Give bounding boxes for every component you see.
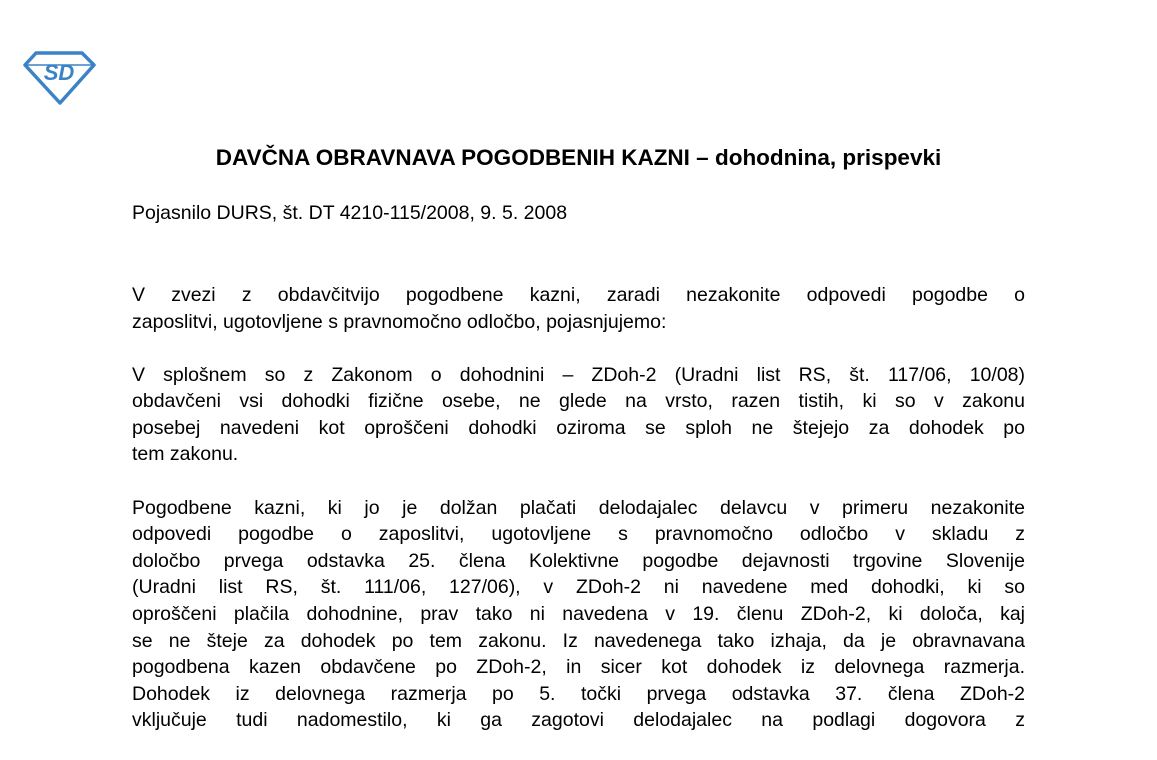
text-line: posebej navedeni kot oproščeni dohodki oziroma se sploh ne štejejo za dohodek po: [132, 416, 1025, 439]
text-line: V zvezi z obdavčitvijo pogodbene kazni, zaradi nezakonite odpovedi pogodbe o: [132, 284, 1025, 306]
text-line: pogodbena kazen obdavčene po ZDoh-2, in sicer kot dohodek iz delovnega razmerja.: [132, 656, 1025, 679]
text-line: Pogodbene kazni, ki jo je dolžan plačati delodajalec delavcu v primeru nezakonite: [132, 496, 1025, 519]
text-line: obdavčeni vsi dohodki fizične osebe, ne glede na vrsto, razen tistih, ki so v zakonu: [132, 390, 1025, 413]
paragraph-general: [132, 362, 1025, 468]
text-line: določbo prvega odstavka 25. člena Kolektivne pogodbe dejavnosti trgovine Slovenije: [132, 549, 1025, 572]
document-title: DAVČNA OBRAVNAVA POGODBENIH KAZNI – dohodnina, prispevki: [215, 145, 942, 170]
text-line: V splošnem so z Zakonom o dohodnini – ZDoh-2 (Uradni list RS, št. 117/06, 10/08): [132, 363, 1025, 386]
text-line: odpovedi pogodbe o zaposlitvi, ugotovljene s pravnomočno odločbo v skladu z: [132, 523, 1025, 546]
document-subtitle: Pojasnilo DURS, št. DT 4210-115/2008, 9. 5. 2008: [132, 202, 568, 224]
paragraph-intro: [132, 282, 1025, 335]
text-line: se ne šteje za dohodek po tem zakonu. Iz navedenega tako izhaja, da je obravnavana: [132, 629, 1025, 652]
text-line: tem zakonu.: [132, 443, 239, 466]
document-body: [132, 282, 1025, 760]
text-line: zaposlitvi, ugotovljene s pravnomočno odločbo, pojasnjujemo:: [132, 310, 667, 333]
paragraph-contract-penalty: [132, 495, 1025, 734]
sd-diamond-logo-icon: [22, 49, 96, 105]
text-line: oproščeni plačila dohodnine, prav tako ni navedena v 19. členu ZDoh-2, ki določa, kaj: [132, 602, 1025, 625]
logo-text: SD: [43, 60, 75, 85]
text-line: (Uradni list RS, št. 111/06, 127/06), v ZDoh-2 ni navedene med dohodki, ki so: [132, 576, 1025, 599]
text-line: vključuje tudi nadomestilo, ki ga zagotovi delodajalec na podlagi dogovora z: [132, 709, 1025, 732]
text-line: Dohodek iz delovnega razmerja po 5. točki prvega odstavka 37. člena ZDoh-2: [132, 682, 1025, 705]
